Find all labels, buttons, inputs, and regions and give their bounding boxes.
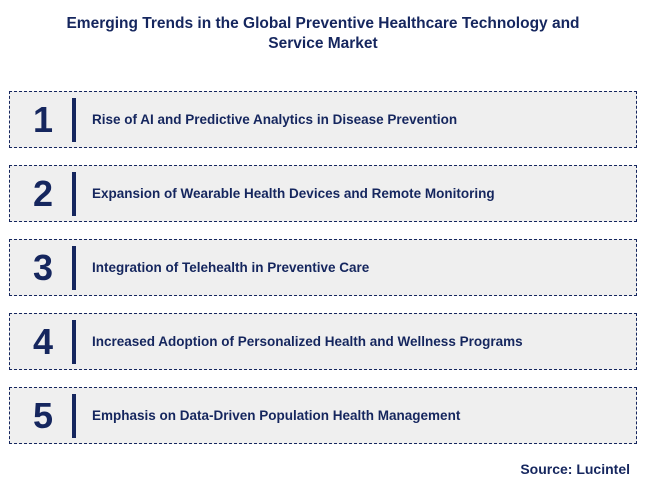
trend-label-1: Rise of AI and Predictive Analytics in Disease Prevention [92, 112, 458, 127]
trend-divider-bar [72, 320, 76, 364]
trend-row-3 [9, 239, 637, 296]
trend-list [9, 91, 637, 444]
trend-label-2: Expansion of Wearable Health Devices and Remote Monitoring [92, 186, 495, 201]
trend-row-2 [9, 165, 637, 222]
trend-row-1 [9, 91, 637, 148]
trend-divider-bar [72, 172, 76, 216]
trend-divider-bar [72, 246, 76, 290]
trend-label-3: Integration of Telehealth in Preventive Care [92, 260, 370, 275]
trend-label-4: Increased Adoption of Personalized Health and Wellness Programs [92, 334, 523, 349]
trend-number-4: 4 [32, 320, 54, 362]
page-title: Emerging Trends in the Global Preventive Healthcare Technology and Service Market [66, 15, 580, 52]
trend-divider-bar [72, 394, 76, 438]
trend-number-3: 3 [32, 246, 54, 288]
trend-number-1: 1 [32, 98, 54, 140]
trend-number-2: 2 [32, 172, 54, 214]
trend-row-4 [9, 313, 637, 370]
trend-number-5: 5 [32, 394, 54, 436]
trend-label-5: Emphasis on Data-Driven Population Health Management [92, 408, 461, 423]
trend-divider-bar [72, 98, 76, 142]
trend-row-5 [9, 387, 637, 444]
source-credit: Source: Lucintel [520, 461, 630, 477]
